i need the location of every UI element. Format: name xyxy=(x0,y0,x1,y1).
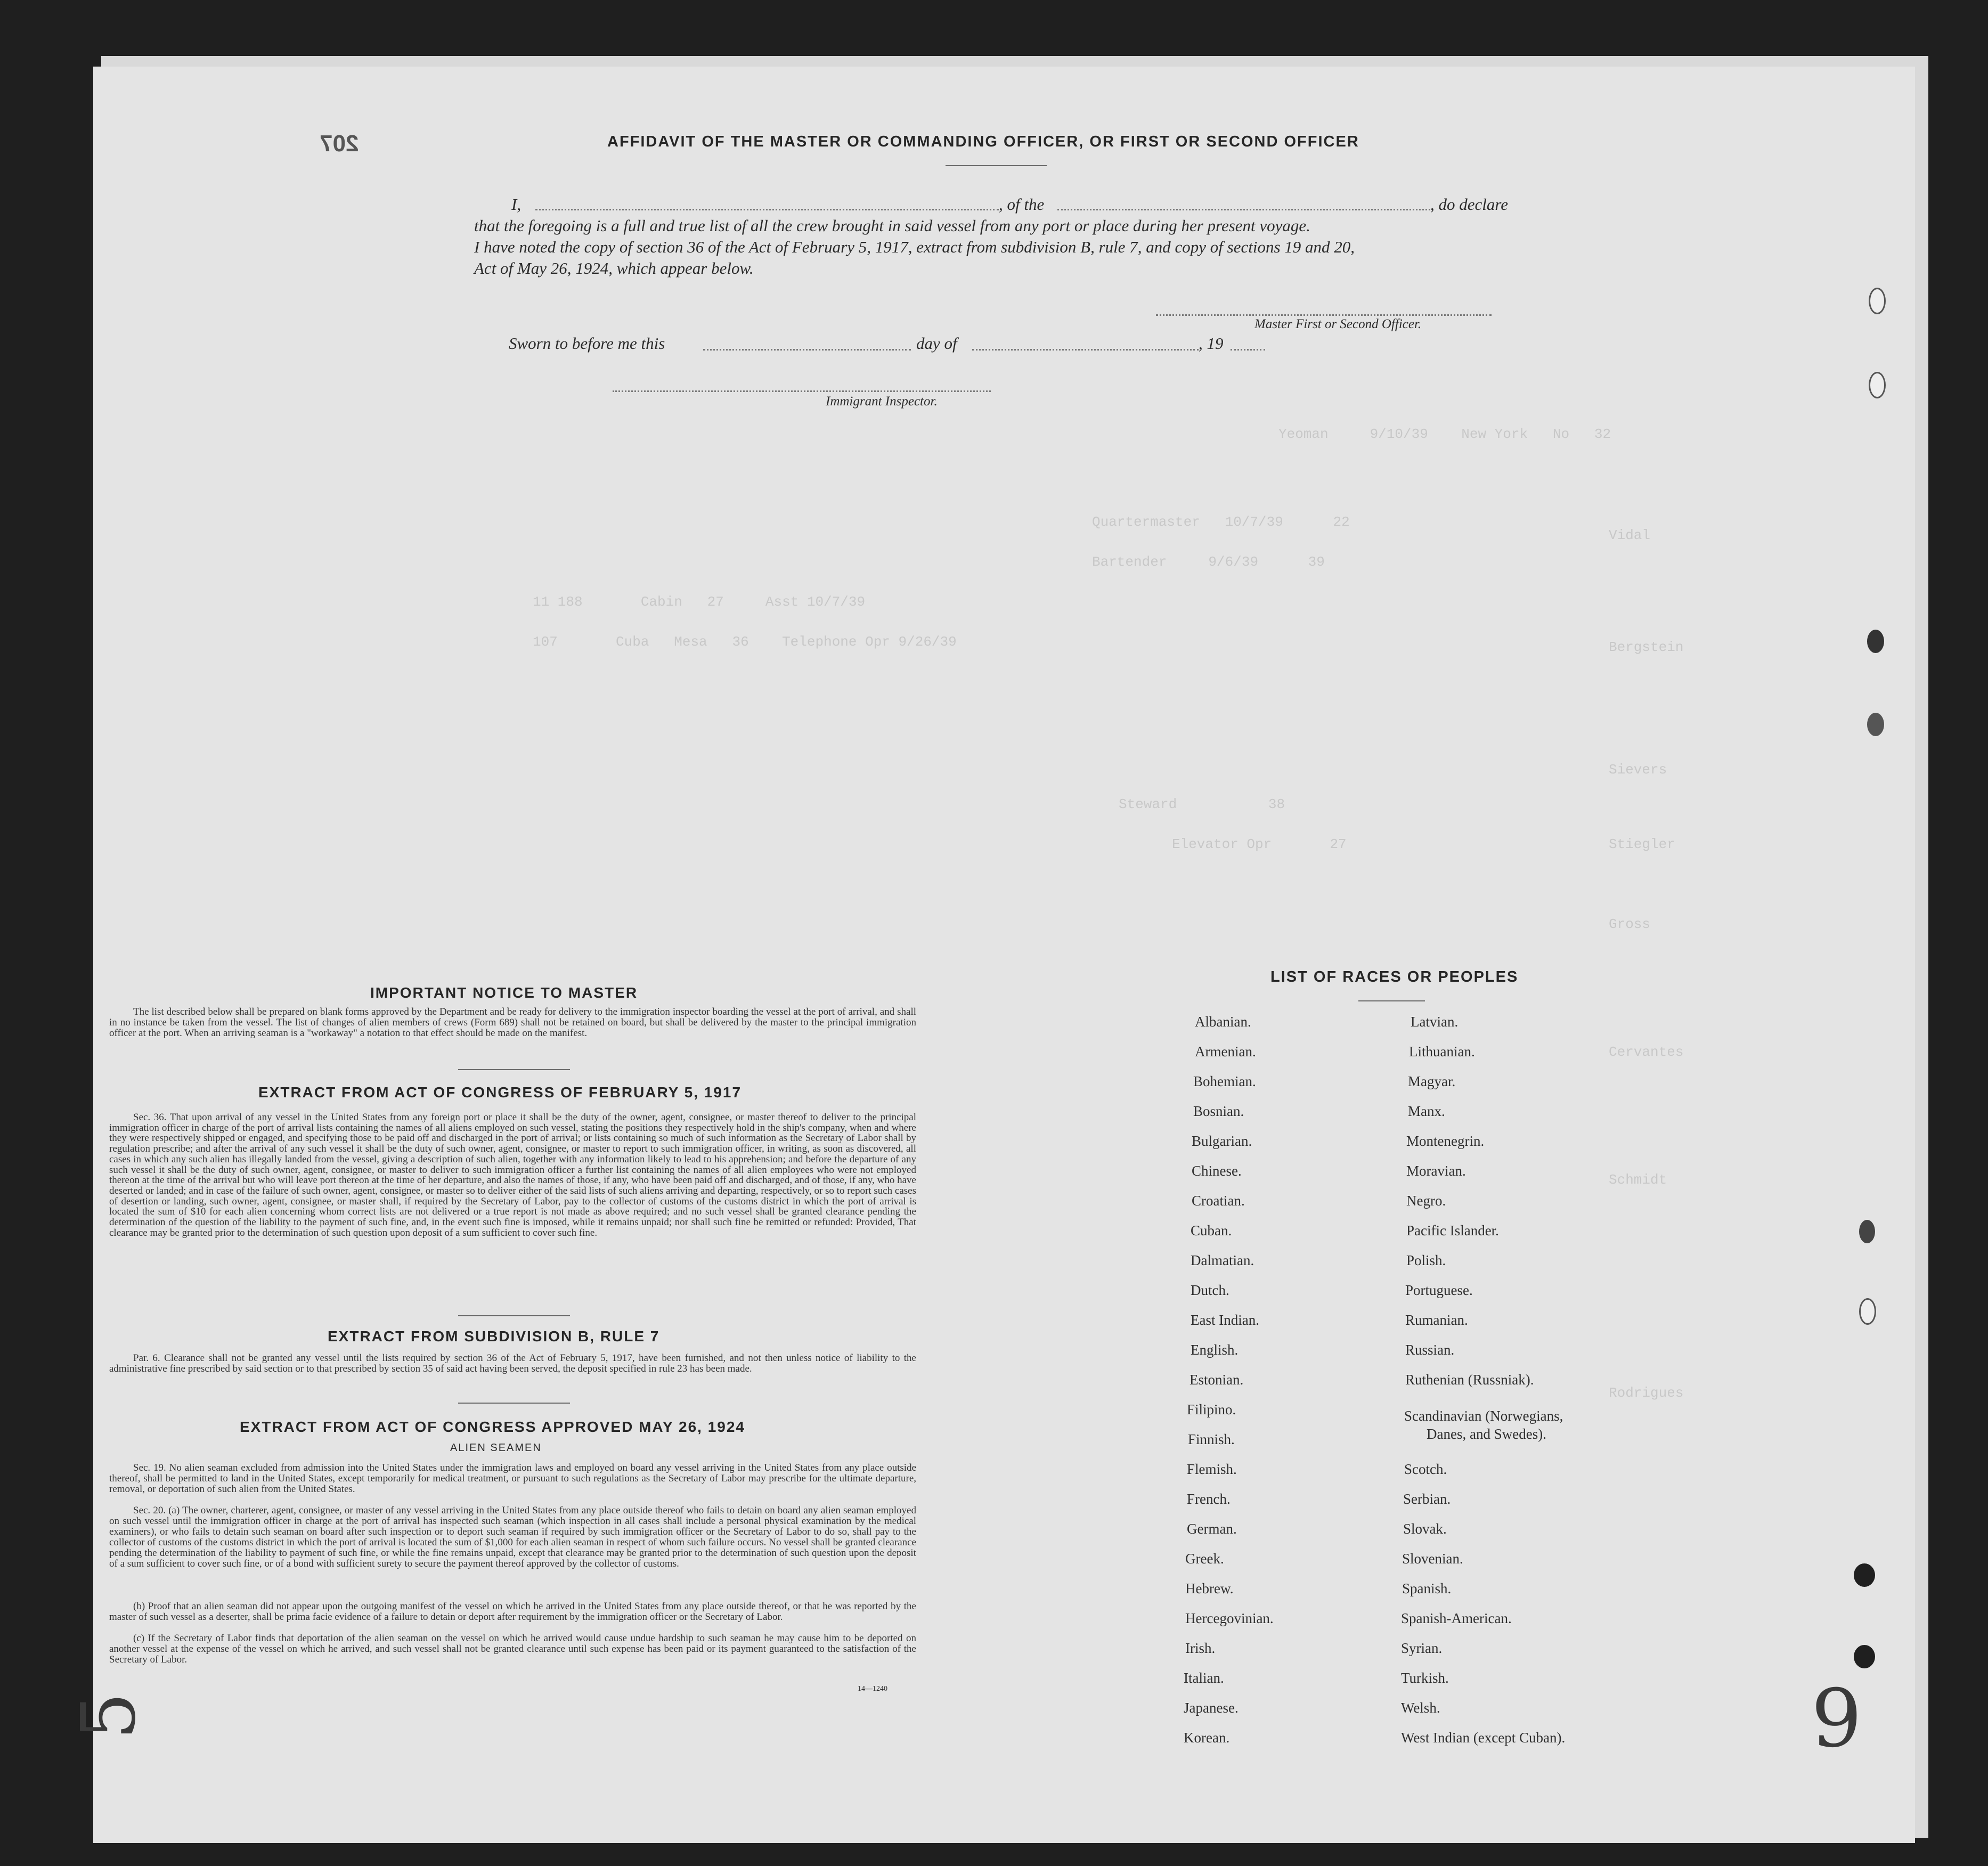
list-item: Hebrew. xyxy=(1185,1580,1234,1596)
list-item: West Indian (except Cuban). xyxy=(1401,1730,1566,1746)
list-item: Magyar. xyxy=(1408,1073,1456,1089)
list-item: Bohemian. xyxy=(1193,1073,1256,1089)
inspector-caption: Immigrant Inspector. xyxy=(826,394,938,409)
list-item: German. xyxy=(1187,1521,1237,1537)
list-item: Negro. xyxy=(1406,1193,1446,1209)
list-item: Flemish. xyxy=(1187,1461,1237,1477)
list-item: Scandinavian (Norwegians, xyxy=(1404,1408,1563,1424)
list-item: Manx. xyxy=(1408,1103,1445,1119)
list-item: Albanian. xyxy=(1195,1014,1251,1030)
list-item: Filipino. xyxy=(1187,1401,1236,1417)
list-item: Japanese. xyxy=(1184,1700,1239,1716)
binder-hole-icon xyxy=(1869,288,1886,314)
list-item: Slovenian. xyxy=(1402,1551,1463,1567)
month-blank[interactable] xyxy=(972,349,1199,351)
divider xyxy=(1358,1000,1425,1001)
name-blank[interactable] xyxy=(535,209,999,210)
list-item: Moravian. xyxy=(1406,1163,1466,1179)
list-item: Irish. xyxy=(1185,1640,1216,1656)
list-item: Syrian. xyxy=(1401,1640,1443,1656)
affidavit-of-the: , of the xyxy=(999,195,1045,214)
list-item: Lithuanian. xyxy=(1409,1044,1475,1060)
divider xyxy=(458,1069,570,1070)
divider xyxy=(946,165,1047,166)
list-item: Polish. xyxy=(1406,1252,1446,1268)
divider xyxy=(458,1315,570,1316)
list-item: Finnish. xyxy=(1188,1431,1235,1447)
list-item: Spanish. xyxy=(1402,1580,1452,1596)
extract-1924-subtitle: ALIEN SEAMEN xyxy=(450,1442,542,1454)
list-item: Korean. xyxy=(1184,1730,1230,1746)
list-item: Cuban. xyxy=(1191,1223,1232,1238)
affidavit-declare: , do declare xyxy=(1430,195,1509,214)
affidavit-line-4: Act of May 26, 1924, which appear below. xyxy=(474,259,754,278)
handwritten-number-right: 9 xyxy=(1811,1673,1862,1765)
list-item: East Indian. xyxy=(1191,1312,1259,1328)
binder-hole-icon xyxy=(1869,372,1886,398)
list-item: Montenegrin. xyxy=(1406,1133,1485,1149)
inspector-signature-blank[interactable] xyxy=(613,390,991,392)
list-item: Dalmatian. xyxy=(1191,1252,1254,1268)
sec-20b-text: (b) Proof that an alien seaman did not appear upon the outgoing manifest of the vessel on which he arrived in the United States from any place outside thereof, or that he was reported by the master of such vessel as a deserter, shall be prima facie evidence of a failure to detain or deport after requirement by the immigration officer or the Secretary of Labor. xyxy=(109,1601,916,1623)
list-item: Greek. xyxy=(1185,1551,1224,1567)
list-item: Hercegovinian. xyxy=(1185,1610,1274,1626)
extract-1917-text: Sec. 36. That upon arrival of any vessel in the United States from any foreign port or place it shall be the duty of the owner, agent, consignee, or master thereof to deliver to the principal immigration officer in charge of the port of arrival lists containing the names of all aliens employed on such vessel, stating the positions they respectively hold in the ship's company, when and where they were respectively shipped or engaged, and specifying those to be paid off and discharged in the port of arrival; or lists containing so much of such information as the Secretary of Labor shall by regulation prescribe; and after the arrival of any such vessel it shall be the duty of such owner, agent, consignee, or master to report to such immigration officer, in writing, as soon as discovered, all cases in which any such alien has illegally landed from the vessel, giving a description of such alien, together with any information likely to lead to his apprehension; and before the departure of any such vessel it shall be the duty of such owner, agent, consignee, or master to deliver to such immigration officer a further list containing the names of all alien employees who were not employed thereon at the time of the arrival but who will leave port thereon at the time of her departure, and also the names of those, if any, who have been paid off and discharged, and of those, if any, who have deserted or landed; and in case of the failure of such owner, agent, consignee, or master so to deliver either of the said lists of such aliens arriving and departing, respectively, or so to report such cases of desertion or landing, such owner, agent, consignee, or master shall, if required by the Secretary of Labor, pay to the collector of customs of the customs district in which the port of arrival is located the sum of $10 for each alien concerning whom correct lists are not delivered or a true report is not made as above required; and no such vessel shall be granted clearance pending the determination of the question of the liability to the payment of such fine, and, in the event such fine is imposed, while it remains unpaid; nor shall such fine be remitted or refunded: Provided, That clearance may be granted prior to the determination of such question upon deposit of a sum sufficient to cover such fine. xyxy=(109,1112,916,1238)
list-item: Slovak. xyxy=(1403,1521,1447,1537)
year-blank[interactable] xyxy=(1231,349,1265,351)
affidavit-line-3: I have noted the copy of section 36 of the Act of February 5, 1917, extract from subdivision B, rule 7, and copy of sections 19 and 20, xyxy=(474,238,1355,256)
binder-hole-icon xyxy=(1854,1645,1875,1668)
list-item: Chinese. xyxy=(1192,1163,1242,1179)
list-item: Spanish-American. xyxy=(1401,1610,1512,1626)
master-signature-blank[interactable] xyxy=(1156,314,1492,316)
list-item: Danes, and Swedes). xyxy=(1427,1426,1546,1442)
races-title: LIST OF RACES OR PEOPLES xyxy=(1270,968,1519,985)
binder-hole-icon xyxy=(1854,1563,1875,1587)
list-item: Bulgarian. xyxy=(1192,1133,1252,1149)
affidavit-i: I, xyxy=(511,195,522,214)
list-item: Scotch. xyxy=(1404,1461,1447,1477)
list-item: English. xyxy=(1191,1342,1239,1358)
list-item: Welsh. xyxy=(1401,1700,1440,1716)
vessel-blank[interactable] xyxy=(1057,209,1430,210)
notice-text: The list described below shall be prepared on blank forms approved by the Department and be ready for delivery to the immigration inspector boarding the vessel at the port of arrival, and shall in no instance be taken from the vessel. The list of changes of alien members of crews (Form 689) shall not be retained on board, but shall be delivered by the master to the principal immigration officer at the port. When an arriving seaman is a "workaway" a notation to that effect should be made on the manifest. xyxy=(109,1006,916,1039)
extract-rule7-text: Par. 6. Clearance shall not be granted any vessel until the lists required by section 36 of the Act of February 5, 1917, have been furnished, and not then unless notice of liability to the administrative fine prescribed by said section or to that prescribed by section 35 of said act having been served, the deposit specified in rule 23 has been made. xyxy=(109,1352,916,1374)
divider xyxy=(458,1403,570,1404)
notice-title: IMPORTANT NOTICE TO MASTER xyxy=(370,984,638,1001)
binder-hole-icon xyxy=(1867,630,1884,653)
list-item: Pacific Islander. xyxy=(1406,1223,1499,1238)
list-item: Bosnian. xyxy=(1193,1103,1244,1119)
day-of-label: day of xyxy=(916,334,957,353)
binder-hole-icon xyxy=(1867,713,1884,736)
form-number: 14—1240 xyxy=(858,1685,887,1693)
list-item: Ruthenian (Russniak). xyxy=(1405,1372,1534,1388)
binder-hole-icon xyxy=(1859,1220,1875,1243)
list-item: Dutch. xyxy=(1191,1282,1229,1298)
list-item: Portuguese. xyxy=(1405,1282,1473,1298)
list-item: Latvian. xyxy=(1411,1014,1459,1030)
sec-19-text: Sec. 19. No alien seaman excluded from admission into the United States under the immigration laws and employed on board any vessel arriving in the United States from any place outside thereof, shall be permitted to land in the United States, except temporarily for medical treatment, or pursuant to such regulations as the Secretary of Labor may prescribe for the ultimate departure, removal, or deportation of such alien from the United States. xyxy=(109,1462,916,1495)
extract-1917-title: EXTRACT FROM ACT OF CONGRESS OF FEBRUARY 5, 1917 xyxy=(258,1084,742,1101)
handwritten-number-left: 5 xyxy=(66,1692,153,1740)
list-item: Armenian. xyxy=(1195,1044,1256,1060)
binder-hole-icon xyxy=(1859,1298,1876,1325)
day-blank[interactable] xyxy=(703,349,911,351)
document-page xyxy=(93,67,1915,1843)
list-item: Italian. xyxy=(1184,1670,1224,1686)
list-item: Turkish. xyxy=(1401,1670,1449,1686)
list-item: Croatian. xyxy=(1192,1193,1245,1209)
extract-rule7-title: EXTRACT FROM SUBDIVISION B, RULE 7 xyxy=(328,1328,660,1345)
sec-20a-text: Sec. 20. (a) The owner, charterer, agent, consignee, or master of any vessel arriving in the United States from any place outside thereof who fails to detain on board any alien seaman employed on such vessel until the immigration officer in charge at the port of arrival has inspected such seaman (which inspection in all cases shall include a personal physical examination by the medical examiners), or who fails to detain such seaman on board after such inspection or to deport such seaman if required by such immigration officer or the Secretary of Labor to do so, shall pay to the collector of customs of the customs district in which the port of arrival is located the sum of $1,000 for each alien seaman in respect of whom such failure occurs. No vessel shall be granted clearance pending the determination of the liability to payment of such fine, or while the fine remains unpaid, except that clearance may be granted prior to the determination of such question upon the deposit of a sum sufficient to cover such fine, or of a bond with sufficient surety to secure the payment thereof approved by the collector of customs. xyxy=(109,1505,916,1569)
extract-1924-title: EXTRACT FROM ACT OF CONGRESS APPROVED MAY 26, 1924 xyxy=(240,1419,745,1435)
list-item: Rumanian. xyxy=(1405,1312,1468,1328)
list-item: Russian. xyxy=(1405,1342,1455,1358)
list-item: Serbian. xyxy=(1403,1491,1451,1507)
affidavit-line-2: that the foregoing is a full and true list of all the crew brought in said vessel from any port or place during her present voyage. xyxy=(474,216,1310,235)
year-prefix: , 19 xyxy=(1199,334,1224,353)
master-caption: Master First or Second Officer. xyxy=(1254,317,1422,331)
sec-20c-text: (c) If the Secretary of Labor finds that deportation of the alien seaman on the vessel on which he arrived would cause undue hardship to such seaman he may cause him to be deported on another vessel at the expense of the vessel on which he arrived, and such vessel shall not be granted clearance until such expense has been paid or its payment guaranteed to the satisfaction of the Secretary of Labor. xyxy=(109,1633,916,1665)
list-item: French. xyxy=(1187,1491,1231,1507)
stamp-number: 207 xyxy=(320,131,359,157)
list-item: Estonian. xyxy=(1189,1372,1244,1388)
affidavit-title: AFFIDAVIT OF THE MASTER OR COMMANDING OFFICER, OR FIRST OR SECOND OFFICER xyxy=(607,133,1359,150)
sworn-label: Sworn to before me this xyxy=(509,334,665,353)
